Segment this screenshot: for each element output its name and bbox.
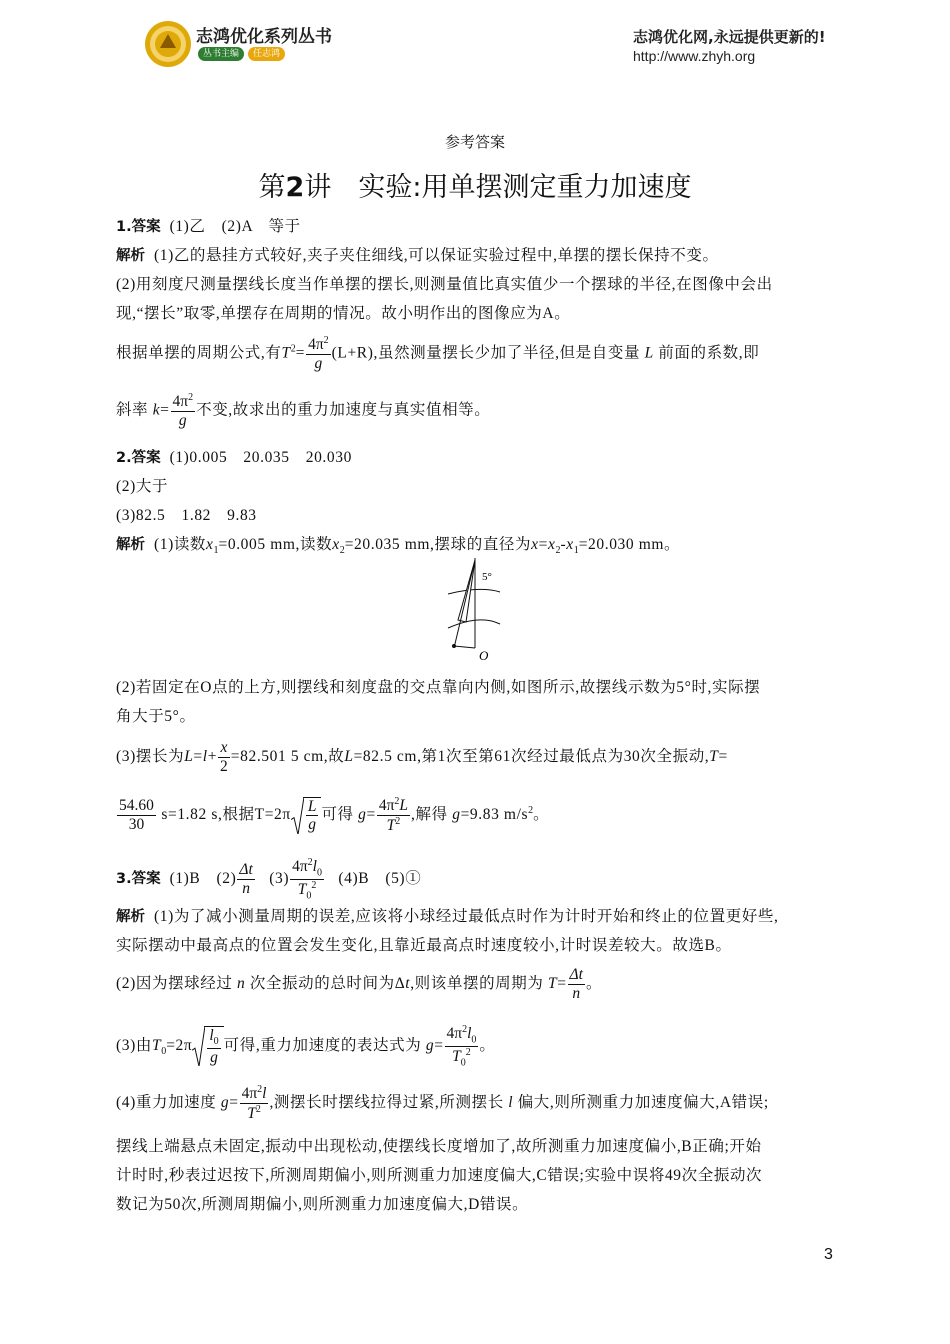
- q1-analysis-line-3: 现,“摆长”取零,单摆存在周期的情况。故小明作出的图像应为A。: [116, 305, 571, 322]
- q2-line5-e: 。: [533, 806, 550, 824]
- publisher-logo-icon: [144, 20, 192, 68]
- q2-line4-c: =82.5 cm,第1次至第61次经过最低点为30次全振动,: [353, 747, 710, 765]
- page-number: 3: [824, 1246, 833, 1263]
- period-fraction-2: $\frac{\Delta t}{n}$: [569, 966, 583, 1002]
- q1-analysis-label: 解析: [116, 248, 145, 264]
- q2-analysis-line-4: (3)摆长为L=l+ $\frac{x}{2}$ =82.501 5 cm,故L=82.5 cm,第1次至第61次经过最低点为30次全振动,T=: [116, 739, 728, 775]
- q3-answer-1: (1)B (2): [169, 869, 237, 887]
- header-slogan: 志鸿优化网,永远提供更新的!: [633, 28, 826, 46]
- page-title: [0, 165, 950, 204]
- g-general-fraction: $\frac{4\pi^2l}{T^2}$: [241, 1084, 267, 1123]
- pendulum-scale-figure: [440, 556, 510, 666]
- period-numerator: 54.60: [119, 797, 154, 815]
- scale-arc-upper: [448, 589, 500, 594]
- q3-line4-b: =2π: [166, 1036, 193, 1054]
- q2-analysis-line-1: 解析 (1)读数$x_1=0.005$ mm,读数$x_2=20.035$ mm,摆球的直径为$x=x_2-x_1=20.030$ mm。: [116, 536, 681, 557]
- half-diameter-fraction: $\frac{x}{2}$: [220, 739, 228, 775]
- sqrt-l0-over-g: $\frac{l_0}{g}$: [192, 1026, 223, 1066]
- sqrt-l-over-g: $\frac{L}{g}$: [291, 797, 322, 835]
- g-expression-fraction: $\frac{4\pi^2l_0}{T_0^2}$: [446, 1024, 477, 1068]
- q3-line1: (1)为了减小测量周期的误差,应该将小球经过最低点时作为计时开始和终止的位置更好些,: [153, 908, 779, 925]
- q3-analysis-line-1: [116, 906, 778, 928]
- q1-line4-c: 前面的系数,即: [658, 344, 760, 362]
- q2-analysis-line-3: 角大于5°。: [116, 708, 196, 725]
- q3-analysis-line-6: 摆线上端悬点未固定,振动中出现松动,使摆线长度增加了,故所测重力加速度偏小,B正确;开始: [116, 1138, 762, 1155]
- q3-line4-d: 。: [479, 1036, 496, 1054]
- q3-analysis-line-7: 计时时,秒表过迟按下,所测周期偏小,则所测重力加速度偏大,C错误;实验中误将49次全振动次: [116, 1167, 763, 1184]
- series-title: 志鸿优化系列丛书: [196, 27, 332, 47]
- q1-answer: (1)乙 (2)A 等于: [169, 218, 301, 235]
- q2-answer: (1)0.005 20.035 20.030: [169, 449, 352, 466]
- title-prefix: 第: [258, 172, 286, 203]
- q3-line4-c: 可得,重力加速度的表达式为: [223, 1036, 422, 1054]
- slope-fraction: $\frac{4\pi^2}{g}$: [172, 392, 194, 429]
- q3-line3-d: 。: [585, 974, 603, 992]
- base-line: [454, 646, 475, 648]
- q2-line1-a: (1)读数: [153, 536, 207, 553]
- q2-analysis-line-2: (2)若固定在O点的上方,则摆线和刻度盘的交点靠向内侧,如图所示,故摆线示数为5°时,实际摆: [116, 679, 761, 696]
- q1-line4-b: (L+R),虽然测量摆长少加了半径,但是自变量: [331, 344, 641, 362]
- q3-analysis-line-4: (3)由$T_0=2\pi$ $\frac{l_0}{g}$ 可得,重力加速度的表达式为 g= $\frac{4\pi^2l_0}{T_0^2}$ 。: [116, 1024, 496, 1068]
- q3-number: 3: [116, 870, 127, 887]
- q1-answer-line: [116, 216, 301, 238]
- q1-line4-a: 根据单摆的周期公式,有: [116, 344, 282, 362]
- q3-answer-rest: (4)B (5)①: [338, 869, 422, 887]
- period-fraction: [117, 797, 156, 834]
- q2-line5-b: 可得: [321, 806, 354, 824]
- q3-line4-a: (3)由: [116, 1036, 152, 1054]
- answer-period-fraction: $\frac{\Delta t}{n}$: [239, 860, 253, 897]
- angle-label: 5°: [482, 571, 492, 583]
- scale-arc-lower: [448, 620, 500, 628]
- q3-line5-a: (4)重力加速度: [116, 1094, 217, 1112]
- q1-answer-label: .答案: [126, 219, 161, 235]
- q1-analysis-line-2: (2)用刻度尺测量摆线长度当作单摆的摆长,则测量值比真实值少一个摆球的半径,在图像中会出: [116, 276, 773, 293]
- q2-answer-line-3: (3)82.5 1.82 9.83: [116, 507, 257, 524]
- q2-line1-c: =20.035 mm,摆球的直径为: [344, 536, 532, 553]
- q1-line1: (1)乙的悬挂方式较好,夹子夹住细线,可以保证实验过程中,单摆的摆长保持不变。: [153, 247, 719, 264]
- q3-analysis-line-3: (2)因为摆球经过 n 次全振动的总时间为Δt,则该单摆的周期为 T= $\frac{\Delta t}{n}$ 。: [116, 966, 603, 1002]
- q1-line5-b: 不变,故求出的重力加速度与真实值相等。: [196, 401, 491, 419]
- q1-analysis-line-5: 斜率 k= $\frac{4\pi^2}{g}$ 不变,故求出的重力加速度与真实值相等。: [116, 392, 491, 429]
- q2-line4-b: =82.501 5 cm,故: [230, 747, 345, 765]
- q3-line3-c: ,则该单摆的周期为: [410, 974, 544, 992]
- page-header: [0, 0, 950, 80]
- q2-answer-line-2: (2)大于: [116, 478, 169, 495]
- q1-number: 1: [116, 219, 127, 235]
- page-label: 参考答案: [444, 135, 505, 151]
- q2-line5-c: ,解得: [411, 806, 448, 824]
- q2-analysis-label: 解析: [116, 537, 145, 553]
- q3-analysis-label: 解析: [116, 909, 145, 925]
- q3-analysis-line-5: (4)重力加速度 g= $\frac{4\pi^2l}{T^2}$ ,测摆长时摆线拉得过紧,所测摆长 l 偏大,则所测重力加速度偏大,A错误;: [116, 1084, 769, 1123]
- period-denominator: 30: [128, 815, 145, 833]
- q1-analysis-line-4: 根据单摆的周期公式,有$T^2=$ $\frac{4\pi^2}{g}$ (L+R),虽然测量摆长少加了半径,但是自变量 L 前面的系数,即: [116, 335, 760, 372]
- editor-tag: [198, 47, 285, 61]
- q2-answer-label: .答案: [126, 450, 161, 466]
- q3-line5-c: 偏大,则所测重力加速度偏大,A错误;: [517, 1094, 769, 1112]
- q1-line5-a: 斜率: [116, 401, 149, 419]
- q3-answer-label: .答案: [126, 870, 161, 887]
- point-o-label: O: [479, 648, 489, 663]
- q3-line5-b: ,测摆长时摆线拉得过紧,所测摆长: [269, 1094, 504, 1112]
- q2-line5-a: s=1.82 s,根据T=2π: [161, 806, 291, 824]
- answer-g-fraction: $\frac{4\pi^2l_0}{T_0^2}$: [292, 857, 322, 901]
- title-number: 2: [285, 172, 305, 203]
- formula-fraction: $\frac{4\pi^2}{g}$: [308, 335, 329, 372]
- q3-answer-3: (3): [269, 869, 290, 887]
- q2-line1-d: =20.030 mm。: [578, 536, 681, 553]
- q2-number: 2: [116, 450, 127, 466]
- q2-line1-b: =0.005 mm,读数: [218, 536, 333, 553]
- q3-answer-line: [116, 857, 421, 902]
- q2-line5-d: =9.83 m/s: [460, 806, 529, 824]
- editor-name: 任志鸿: [248, 47, 285, 61]
- swing-line: [454, 560, 475, 648]
- q3-line3-b: 次全振动的总时间为Δ: [249, 974, 406, 992]
- header-url[interactable]: http://www.zhyh.org: [633, 48, 756, 64]
- q2-answer-line: [116, 447, 352, 469]
- editor-role: 丛书主编: [198, 47, 244, 61]
- q2-analysis-line-5: $\frac{54.60}{30}$ s=1.82 s,根据T=2π $\frac{L}{g}$ 可得 g= $\frac{4\pi^2L}{T^2}$ ,解得 g=9.83 $m/s^2$。: [119, 796, 550, 835]
- q2-line4-a: (3)摆长为: [116, 747, 185, 765]
- q1-analysis-line-1: [116, 245, 719, 267]
- q3-line3-a: (2)因为摆球经过: [116, 974, 233, 992]
- q3-analysis-line-8: 数记为50次,所测周期偏小,则所测重力加速度偏大,D错误。: [116, 1196, 529, 1213]
- title-rest: 讲 实验:用单摆测定重力加速度: [304, 172, 692, 203]
- g-fraction: $\frac{4\pi^2L}{T^2}$: [378, 796, 409, 835]
- q3-analysis-line-2: 实际摆动中最高点的位置会发生变化,且靠近最高点时速度较小,计时误差较大。故选B。: [116, 937, 732, 954]
